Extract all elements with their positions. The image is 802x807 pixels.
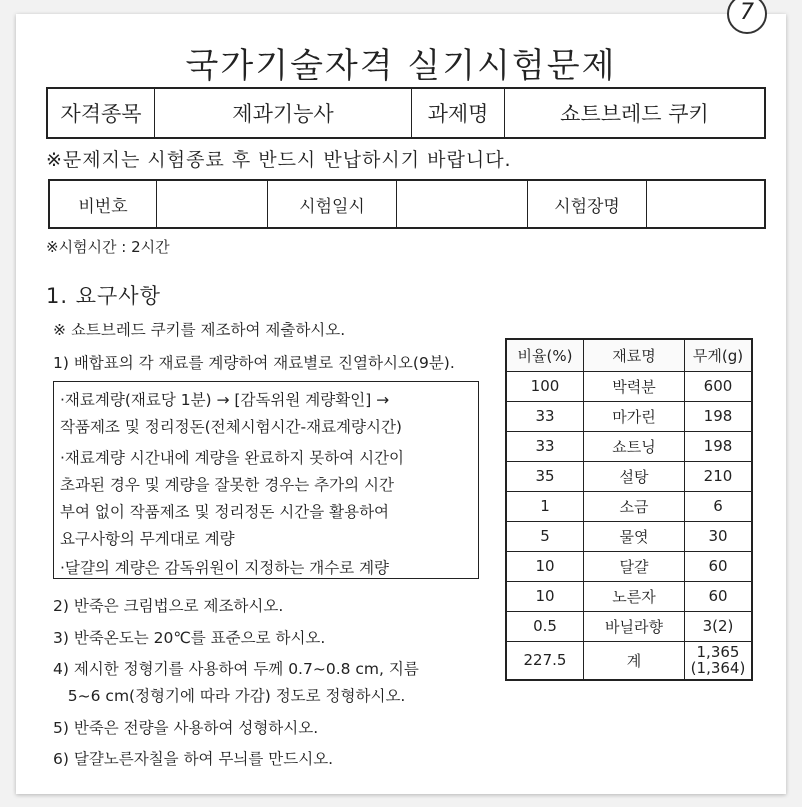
ingredient-cell: 마가린 <box>584 401 685 431</box>
ingredient-cell: 박력분 <box>584 371 685 401</box>
requirement-item-1: 1) 배합표의 각 재료를 계량하여 재료별로 진열하시오(9분). <box>53 354 455 372</box>
place-label: 시험장명 <box>528 180 647 228</box>
col-header-weight: 무게(g) <box>685 339 753 371</box>
table-row <box>506 431 752 461</box>
table-row <box>506 491 752 521</box>
ratio-cell: 33 <box>506 431 584 461</box>
weight-cell: 198 <box>685 401 753 431</box>
field-label: 자격종목 <box>47 88 155 138</box>
box-line: ·재료계량(재료당 1분) → [감독위원 계량확인] → <box>60 391 390 409</box>
box-line: 요구사항의 무게대로 계량 <box>60 530 235 548</box>
requirement-item-2: 2) 반죽은 크림법으로 제조하시오. <box>53 597 284 615</box>
ratio-cell: 33 <box>506 401 584 431</box>
ingredient-cell: 달걀 <box>584 551 685 581</box>
requirement-item-3: 3) 반죽온도는 20℃를 표준으로 하시오. <box>53 629 326 647</box>
id-label: 비번호 <box>49 180 157 228</box>
weight-cell: 3(2) <box>685 611 753 641</box>
info-table <box>48 179 766 229</box>
total-weight: 1,365 <box>696 643 740 662</box>
ingredient-cell: 쇼트닝 <box>584 431 685 461</box>
total-weight-cell <box>685 641 753 680</box>
requirement-intro: ※ 쇼트브레드 쿠키를 제조하여 제출하시오. <box>53 321 346 339</box>
weight-cell: 60 <box>685 581 753 611</box>
weight-cell: 198 <box>685 431 753 461</box>
table-row <box>506 581 752 611</box>
table-row <box>506 461 752 491</box>
requirement-item-4-cont: 5~6 cm(정형기에 따라 가감) 정도로 정형하시오. <box>53 687 406 705</box>
total-weight-alt: (1,364) <box>690 659 746 678</box>
table-row <box>506 551 752 581</box>
ratio-cell: 10 <box>506 581 584 611</box>
weight-cell: 30 <box>685 521 753 551</box>
task-value: 쇼트브레드 쿠키 <box>505 88 766 138</box>
requirement-item-4: 4) 제시한 정형기를 사용하여 두께 0.7~0.8 cm, 지름 <box>53 660 419 678</box>
box-line: ·달걀의 계량은 감독위원이 지정하는 개수로 계량 <box>60 559 390 577</box>
table-row <box>506 521 752 551</box>
total-label-cell: 계 <box>584 641 685 680</box>
total-ratio-cell: 227.5 <box>506 641 584 680</box>
col-header-ingredient: 재료명 <box>584 339 685 371</box>
id-value-cell[interactable] <box>157 180 268 228</box>
box-line: 초과된 경우 및 계량을 잘못한 경우는 추가의 시간 <box>60 476 394 494</box>
ratio-cell: 100 <box>506 371 584 401</box>
weight-cell: 6 <box>685 491 753 521</box>
place-value-cell[interactable] <box>647 180 766 228</box>
page-title: 국가기술자격 실기시험문제 <box>185 46 617 86</box>
ratio-cell: 35 <box>506 461 584 491</box>
table-row <box>506 401 752 431</box>
ingredient-cell: 설탕 <box>584 461 685 491</box>
requirement-item-5: 5) 반죽은 전량을 사용하여 성형하시오. <box>53 719 319 737</box>
weighing-rules-box <box>53 381 479 579</box>
ratio-cell: 0.5 <box>506 611 584 641</box>
recipe-table <box>505 338 753 681</box>
box-line: 작품제조 및 정리정돈(전체시험시간-재료계량시간) <box>60 418 402 436</box>
ratio-cell: 10 <box>506 551 584 581</box>
requirement-item-6: 6) 달걀노른자칠을 하여 무늬를 만드시오. <box>53 750 334 768</box>
total-row <box>506 641 752 680</box>
weight-cell: 60 <box>685 551 753 581</box>
ingredient-cell: 노른자 <box>584 581 685 611</box>
ingredient-cell: 물엿 <box>584 521 685 551</box>
weight-cell: 600 <box>685 371 753 401</box>
date-label: 시험일시 <box>268 180 397 228</box>
ingredient-cell: 바닐라향 <box>584 611 685 641</box>
ratio-cell: 1 <box>506 491 584 521</box>
box-line: 부여 없이 작품제조 및 정리정돈 시간을 활용하여 <box>60 503 390 521</box>
field-value: 제과기능사 <box>155 88 412 138</box>
return-notice: ※문제지는 시험종료 후 반드시 반납하시기 바랍니다. <box>46 149 512 171</box>
col-header-ratio: 비율(%) <box>506 339 584 371</box>
date-value-cell[interactable] <box>397 180 528 228</box>
header-table <box>46 87 766 139</box>
box-line: ·재료계량 시간내에 계량을 완료하지 못하여 시간이 <box>60 449 404 467</box>
table-row <box>506 371 752 401</box>
table-row <box>506 611 752 641</box>
ratio-cell: 5 <box>506 521 584 551</box>
task-label: 과제명 <box>412 88 505 138</box>
page-number-badge: 7 <box>727 0 767 34</box>
weight-cell: 210 <box>685 461 753 491</box>
section-heading: 1. 요구사항 <box>46 284 161 308</box>
ingredient-cell: 소금 <box>584 491 685 521</box>
exam-time: ※시험시간 : 2시간 <box>46 238 170 256</box>
